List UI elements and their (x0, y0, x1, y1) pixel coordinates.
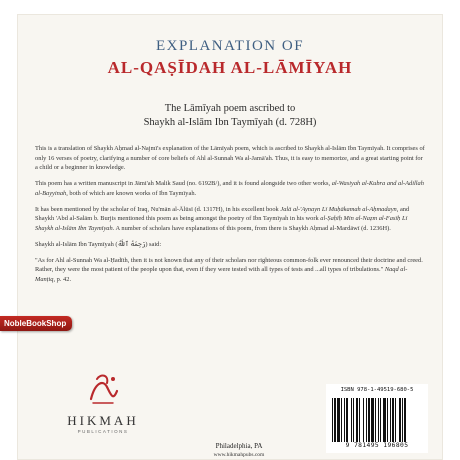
isbn-label: ISBN 978-1-49519-680-5 (340, 387, 414, 393)
text-span: , p. 42. (53, 275, 72, 283)
italic-title: al-Wasiyah al-Kubra and al-Adillah al-Bayyinah (35, 180, 424, 197)
description-paragraph-1: This is a translation of Shaykh Aḥmad al-Najmī's explanation of the Lāmīyah poem, which is ascribed to Shaykh al-Islām Ibn Taymīyah. It comprises of only 16 verses of poetry, clarifying a number of core beliefs of Ahl al-Sunnah Wa al-Jamā'ah. Thus, it is easy to memorize, and a great starting point for a child or a beginner in knowledge. (35, 145, 425, 171)
publisher-website: www.hikmahpubs.com (213, 452, 265, 458)
barcode-bar (368, 398, 370, 442)
text-span: , and Shaykh 'Abd al-Salām b. Burjis mentioned this poem as being amongst the poetry of Ibn Taymīyah in his work (35, 205, 410, 222)
barcode-bar (353, 398, 354, 442)
barcode-bar (356, 398, 358, 442)
text-span: It has been mentioned by the scholar of Iraq, Nu'mān al-Ālūsī (d. 1317H), in his excellent book (35, 205, 281, 213)
barcode-bar (359, 398, 360, 442)
barcode-bar (392, 398, 394, 442)
barcode-bar (344, 398, 345, 442)
publisher-subtitle: PUBLICATIONS (77, 429, 129, 434)
barcode-bar (341, 398, 342, 442)
barcode-bar (395, 398, 396, 442)
title-line-2: AL-QAṢĪDAH AL-LĀMĪYAH (107, 58, 353, 77)
barcode-icon (332, 398, 422, 442)
description-paragraph-2 (35, 179, 427, 198)
subtitle-line-2: Shaykh al-Islām Ibn Taymīyah (d. 728H) (143, 117, 317, 128)
barcode-bar (334, 398, 336, 442)
barcode-bar (404, 398, 406, 442)
barcode-bar (399, 398, 401, 442)
italic-title: al-Ṣaḥīḥ Min al-Naẓm al-Fasīḥ Lī Shaykh al-Islām Ibn Taymīyah (35, 215, 408, 232)
quote-paragraph (35, 256, 427, 285)
barcode-bar (337, 398, 340, 442)
barcode-bar (366, 398, 367, 442)
barcode-bar (390, 398, 391, 442)
barcode-bar (383, 398, 386, 442)
barcode-bar (363, 398, 364, 442)
text-span: , both of which are known works of Ibn Taymīyah. (66, 189, 197, 197)
barcode-bar (351, 398, 352, 442)
barcode-bar (378, 398, 379, 442)
subtitle-line-1: The Lāmīyah poem ascribed to (164, 103, 296, 114)
barcode-bar (332, 398, 333, 442)
barcode-bar (387, 398, 388, 442)
title-line-1: EXPLANATION OF (155, 38, 305, 54)
italic-title: Jalā al-'Aynayn Lī Muḥākamah al-Aḥmadayn (280, 205, 397, 213)
barcode-bar (375, 398, 376, 442)
book-back-cover (17, 14, 443, 460)
text-span: ...all types of tribulations." (315, 266, 385, 273)
text-span: This poem has a written manuscript in Jāmi'ah Malik Saud (no. 6192B/), and it is found alongside two other works, (35, 180, 332, 187)
publisher-location: Philadelphia, PA (215, 442, 263, 450)
publisher-name: HIKMAH (67, 413, 139, 428)
barcode-bar (371, 398, 374, 442)
noblebookshop-watermark-badge: NobleBookShop (0, 316, 72, 331)
barcode-digits: 9 781495 196805 (345, 442, 409, 449)
barcode-bar (380, 398, 381, 442)
text-span: "As for Ahl al-Sunnah Wa al-Ḥadīth, then it is not known that any of their scholars nor righteous common-folk ever renounced their doctrine and creed. Rather, they were the most patient of the people upon that, even if they were tested with all types of tests and (35, 256, 423, 273)
description-paragraph-3 (35, 205, 427, 234)
italic-title: Naqd al-Manṭiq (35, 266, 408, 283)
barcode-bar (346, 398, 348, 442)
description-body (35, 144, 427, 291)
text-span: . A number of scholars have explanations of this poem, from there is Shaykh Aḥmad al-Mardāwī (d. 1236H). (112, 224, 391, 232)
barcode-bar (402, 398, 403, 442)
hikmah-calligraphy-logo-icon (83, 369, 123, 409)
description-paragraph-4: Shaykh al-Islām Ibn Taymīyah (رَحِمَهُ ٱللَّهُ) said: (35, 240, 162, 248)
isbn-barcode-panel (326, 384, 428, 453)
